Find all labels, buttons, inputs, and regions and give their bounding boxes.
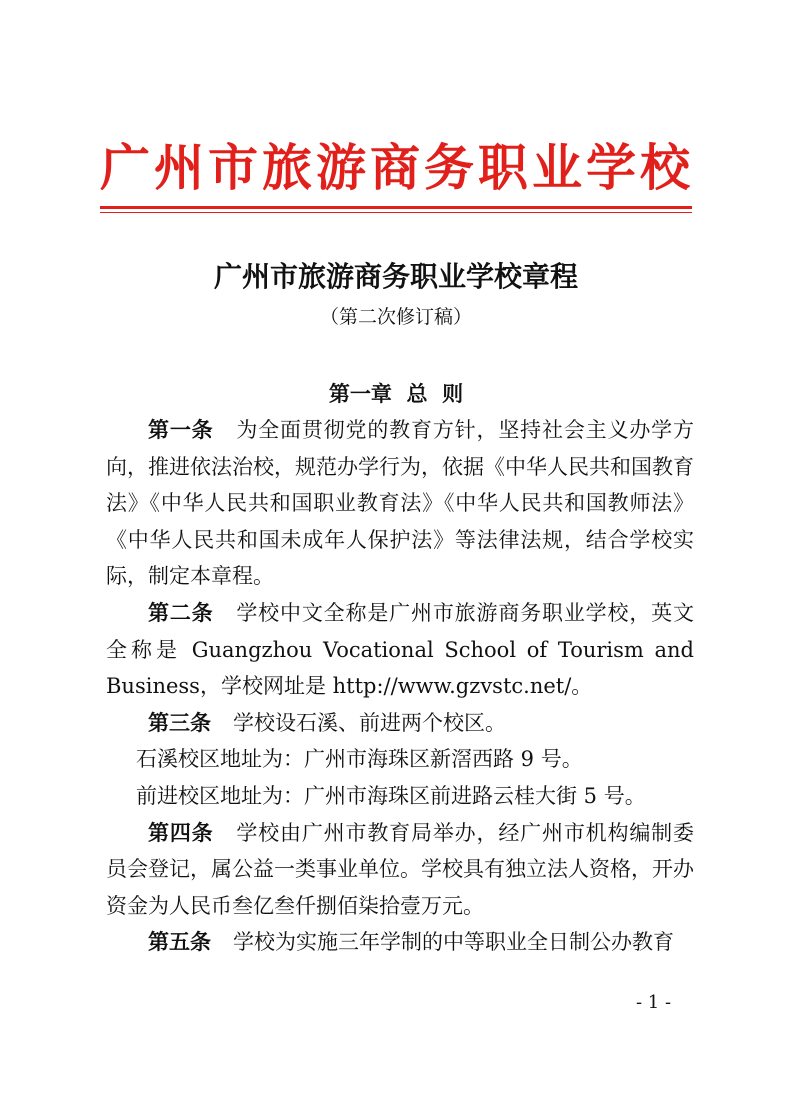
article-text: 学校设石溪、前进两个校区。 — [233, 710, 506, 735]
article-label: 第四条 — [148, 820, 214, 845]
masthead-rule-thick — [100, 206, 692, 209]
masthead-rule-thin — [100, 212, 692, 213]
page-number: - 1 - — [636, 992, 672, 1013]
article-text: 学校为实施三年学制的中等职业全日制公办教育 — [233, 930, 674, 955]
chapter-heading: 第一章 总 则 — [328, 381, 464, 406]
masthead-school-name: 广州市旅游商务职业学校 — [100, 138, 694, 197]
article-2 — [106, 595, 694, 705]
campus-address-qianjin: 前进校区地址为：广州市海珠区前进路云桂大街 5 号。 — [136, 783, 646, 808]
article-label: 第五条 — [148, 930, 211, 955]
document-title: 广州市旅游商务职业学校章程 — [213, 260, 578, 293]
article-label: 第二条 — [148, 600, 214, 625]
article-3 — [106, 705, 694, 742]
campus-address-shixi: 石溪校区地址为：广州市海珠区新滘西路 9 号。 — [136, 747, 583, 772]
article-text: 为全面贯彻党的教育方针，坚持社会主义办学方向，推进依法治校，规范办学行为，依据《中华人民共和国教育法》《中华人民共和国职业教育法》《中华人民共和国教师法》《中华人民共和国未成年人保护法》等法律法规，结合学校实际，制定本章程。 — [106, 418, 694, 589]
article-1 — [106, 412, 694, 595]
document-body — [106, 412, 694, 961]
article-4 — [106, 815, 694, 925]
document-subtitle: （第二次修订稿） — [319, 306, 472, 328]
article-text: 学校由广州市教育局举办，经广州市机构编制委员会登记，属公益一类事业单位。学校具有独立法人资格，开办资金为人民币叁亿叁仟捌佰柒拾壹万元。 — [106, 820, 694, 918]
article-label: 第三条 — [148, 710, 211, 735]
article-text: 学校中文全称是广州市旅游商务职业学校，英文全称是 Guangzhou Vocational School of Tourism and Business，学校网址是 http://www.gzvstc.net/。 — [106, 600, 694, 699]
article-5 — [106, 924, 694, 961]
article-label: 第一条 — [148, 418, 214, 442]
